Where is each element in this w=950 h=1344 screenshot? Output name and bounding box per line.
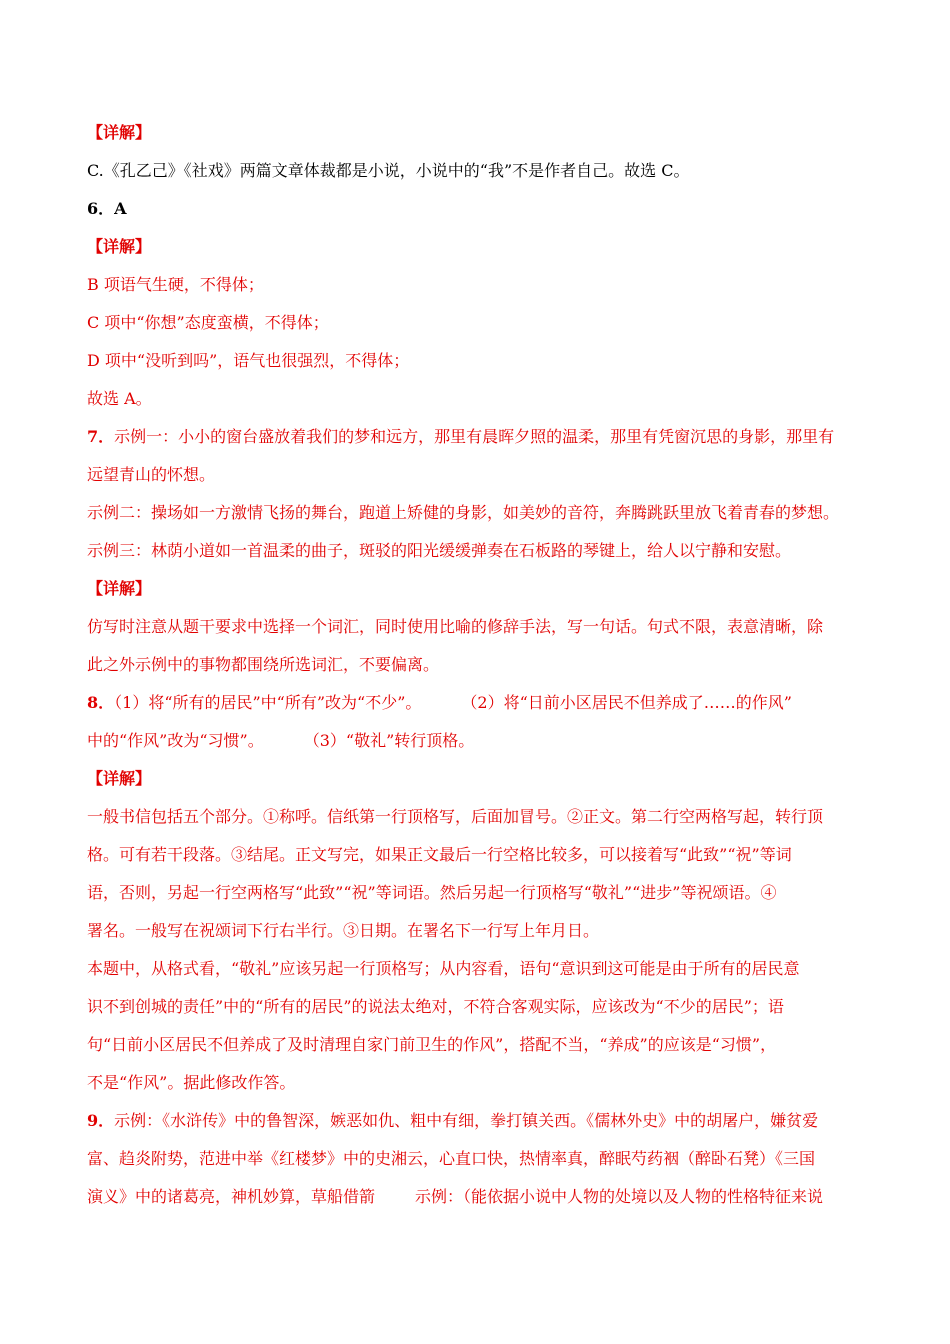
text-line [87, 1026, 867, 1064]
line-text: C.《孔乙己》《社戏》两篇文章体裁都是小说，小说中的“我”不是作者自己。故选 C。 [87, 161, 690, 180]
line-text: 8．（1）将“所有的居民”中“所有”改为“不少”。 [87, 693, 422, 712]
line-text: 中的“作风”改为“习惯”。 [87, 731, 264, 750]
text-line [87, 494, 867, 532]
text-line [87, 380, 867, 418]
line-text: 一般书信包括五个部分。①称呼。信纸第一行顶格写，后面加冒号。②正文。第二行空两格写起，转行顶 [87, 807, 824, 826]
text-line [87, 456, 867, 494]
text-line [87, 950, 867, 988]
line-text: 【详解】 [87, 579, 152, 598]
line-text: 富、趋炎附势，范进中举《红楼梦》中的史湘云，心直口快，热情率真，醉眠芍药裀（醉卧石凳）《三国 [87, 1149, 816, 1168]
text-line [87, 1102, 867, 1140]
line-text: 本题中，从格式看，“敬礼”应该另起一行顶格写；从内容看，语句“意识到这可能是由于所有的居民意 [87, 959, 800, 978]
line-text-continued: （3）“敬礼”转行顶格。 [303, 731, 475, 750]
line-text: 语，否则，另起一行空两格写“此致”“祝”等词语。然后另起一行顶格写“敬礼”“进步”等祝颂语。④ [87, 883, 777, 902]
text-line [87, 342, 867, 380]
line-text: 远望青山的怀想。 [87, 465, 216, 484]
text-line [87, 152, 867, 190]
text-line [87, 532, 867, 570]
line-text: 仿写时注意从题干要求中选择一个词汇，同时使用比喻的修辞手法，写一句话。句式不限，表意清晰，除 [87, 617, 824, 636]
text-line [87, 608, 867, 646]
text-line [87, 114, 867, 152]
text-line [87, 1178, 867, 1216]
text-line [87, 570, 867, 608]
line-text-continued: （2）将“日前小区居民不但养成了……的作风” [461, 693, 792, 712]
text-line [87, 418, 867, 456]
line-text: 识不到创城的责任”中的“所有的居民”的说法太绝对，不符合客观实际，应该改为“不少的居民”；语 [87, 997, 784, 1016]
line-text: D 项中“没听到吗”，语气也很强烈，不得体； [87, 351, 410, 370]
line-text: 【详解】 [87, 769, 152, 788]
line-text: 6．A [87, 199, 127, 218]
line-text: B 项语气生硬，不得体； [87, 275, 264, 294]
text-line [87, 190, 867, 228]
line-text: 示例三：林荫小道如一首温柔的曲子，斑驳的阳光缓缓弹奏在石板路的琴键上，给人以宁静和安慰。 [87, 541, 792, 560]
document-page [87, 114, 867, 1216]
line-text: 示例二：操场如一方激情飞扬的舞台，跑道上矫健的身影，如美妙的音符，奔腾跳跃里放飞着青春的梦想。 [87, 503, 840, 522]
text-line [87, 1064, 867, 1102]
line-text: 署名。一般写在祝颂词下行右半行。③日期。在署名下一行写上年月日。 [87, 921, 600, 940]
text-line [87, 836, 867, 874]
text-line [87, 304, 867, 342]
text-line [87, 684, 867, 722]
line-text: 此之外示例中的事物都围绕所选词汇，不要偏离。 [87, 655, 440, 674]
text-line [87, 266, 867, 304]
text-line [87, 646, 867, 684]
text-line [87, 988, 867, 1026]
line-text: 句“日前小区居民不但养成了及时清理自家门前卫生的作风”，搭配不当，“养成”的应该是“习惯”， [87, 1035, 777, 1054]
line-text: 7．示例一：小小的窗台盛放着我们的梦和远方，那里有晨晖夕照的温柔，那里有凭窗沉思的身影，那里有 [87, 427, 835, 446]
line-text: 【详解】 [87, 237, 152, 256]
text-line [87, 798, 867, 836]
text-line [87, 722, 867, 760]
line-text: 格。可有若干段落。③结尾。正文写完，如果正文最后一行空格比较多，可以接着写“此致”“祝”等词 [87, 845, 792, 864]
line-text: 【详解】 [87, 123, 152, 142]
line-text: C 项中“你想”态度蛮横，不得体； [87, 313, 329, 332]
text-line [87, 228, 867, 266]
text-line [87, 760, 867, 798]
line-text: 9．示例：《水浒传》中的鲁智深，嫉恶如仇、粗中有细，拳打镇关西。《儒林外史》中的胡屠户，嫌贫爱 [87, 1111, 819, 1130]
text-line [87, 874, 867, 912]
line-text: 故选 A。 [87, 389, 152, 408]
line-text: 不是“作风”。据此修改作答。 [87, 1073, 296, 1092]
line-text-continued: 示例：（能依据小说中人物的处境以及人物的性格特征来说 [415, 1187, 824, 1206]
text-line [87, 1140, 867, 1178]
text-line [87, 912, 867, 950]
line-text: 演义》中的诸葛亮，神机妙算，草船借箭 [87, 1187, 376, 1206]
